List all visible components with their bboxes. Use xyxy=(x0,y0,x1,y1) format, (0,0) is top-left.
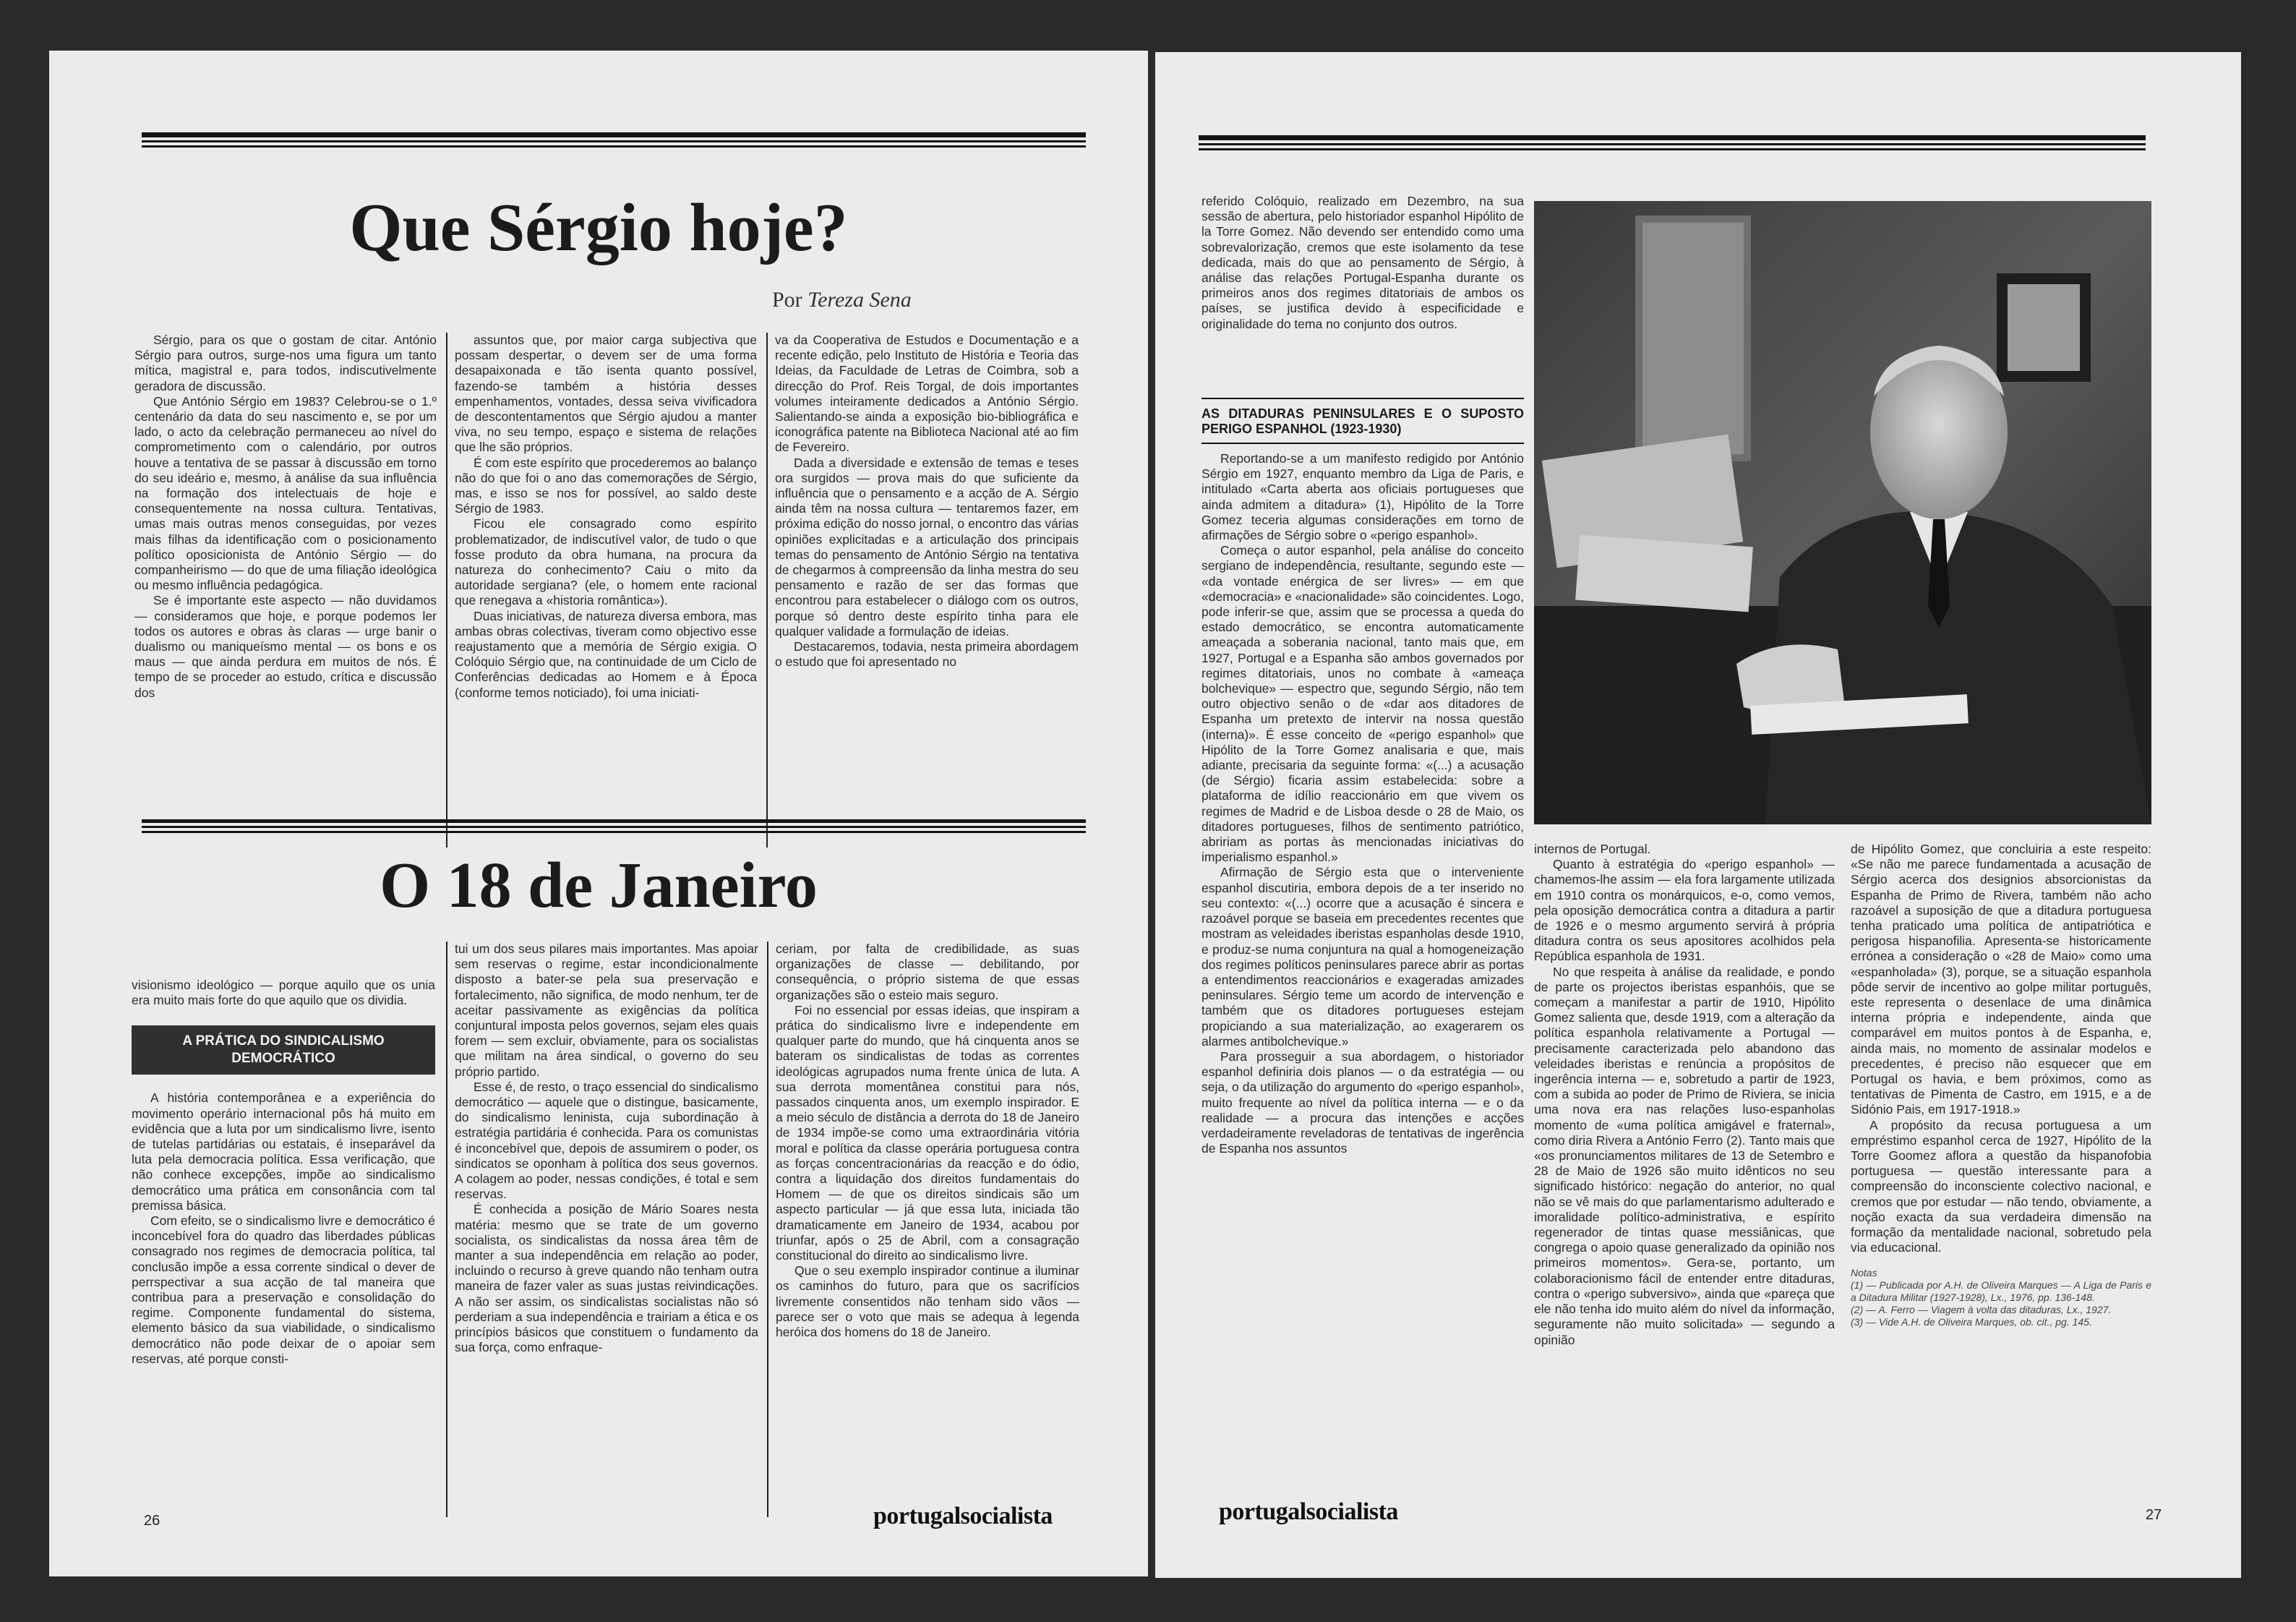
byline xyxy=(772,288,912,312)
paragraph: Sérgio, para os que o gostam de citar. António Sérgio para outros, surge-nos uma figura um tanto mítica, magistral e, para todos, indiscutivelmente geradora de discussão. xyxy=(134,333,437,393)
article1-col2 xyxy=(455,333,757,848)
publication-logo: portugalsocialista xyxy=(873,1503,1053,1529)
paragraph: Foi no essencial por essas ideias, que inspiram a prática do sindicalismo livre e independente em qualquer parte do mundo, que há cinquenta anos se bateram os sindicalistas de todas as correntes ideológicas agrupados numa frente única de luta. A sua derrota momentânea constitui para nós, passados cinquenta anos, um exemplo inspirador. E a meio século de distância a derrota do 18 de Janeiro de 1934 impõe-se como uma extraordinária vitória moral e política da classe operária portuguesa contra as forças concentracionárias da reacção e do ódio, contra a liquidação dos direitos fundamentais do Homem — de que os direitos sindicais são um aspecto particular — já que essa luta, iniciada tão dramaticamente em Janeiro de 1934, acabou por triunfar, após o 25 de Abril, com a consagração constitucional do direito ao sindicalismo livre. xyxy=(776,1002,1079,1263)
footnote: (3) — Vide A.H. de Oliveira Marques, ob. cit., pg. 145. xyxy=(1851,1316,2092,1328)
paragraph: referido Colóquio, realizado em Dezembro, na sua sessão de abertura, pelo historiador espanhol Hipólito de la Torre Gomez. Não devendo ser entendido como uma sobrevalorização, cremos que este isolamento da tese dedicada, mais do que ao pensamento de Sérgio, à análise das relações Portugal-Espanha durante os primeiros anos dos regimes ditatoriais de ambos os países, se justifica devido à especificidade e originalidade do tema no conjunto dos outros. xyxy=(1201,194,1524,331)
article2-title: O 18 de Janeiro xyxy=(380,850,818,921)
paragraph: visionismo ideológico — porque aquilo que os unia era muito mais forte do que aquilo que os dividia. xyxy=(132,978,435,1008)
paragraph: Que António Sérgio em 1983? Celebrou-se o 1.º centenário da data do seu nascimento e, se por um lado, o acto da celebração permaneceu ao nível do comprometimento com o calendário, por outros houve a tentativa de se passar à discussão em torno do seu ideário e, mesmo, à análise da sua influência na formação dos intelectuais de hoje e consequentemente na nossa cultura. Tentativas, umas mais outras menos conseguidas, por vezes mais filhas da identificação com o posicionamento político oposicionista de António Sérgio — do companheirismo — do que de uma filiação ideológica ou mesmo influência pedagógica. xyxy=(134,393,437,593)
paragraph: Que o seu exemplo inspirador continue a iluminar os caminhos do futuro, para que os sacrifícios livremente consentidos não tenham sido vãos — parece ser o voto que mais se adequa à legenda heróica dos homens do 18 de Janeiro. xyxy=(776,1263,1079,1340)
paragraph: Destacaremos, todavia, nesta primeira abordagem o estudo que foi apresentado no xyxy=(775,639,1079,670)
column-divider xyxy=(767,942,768,1517)
right-col3 xyxy=(1851,842,2151,1535)
page-number: 27 xyxy=(2146,1507,2162,1523)
footnote: (1) — Publicada por A.H. de Oliveira Marques — A Liga de Paris e a Ditadura Militar (1927-1928), Lx., 1976, pp. 136-148. xyxy=(1851,1279,2151,1304)
section-rule-thin-2 xyxy=(142,831,1086,833)
paragraph: A história contemporânea e a experiência do movimento operário internacional pôs há muito em evidência que a luta por um sindicalismo livre, isento de tutelas partidárias ou estatais, é inseparável da luta pela democracia política. Essa verificação, que não conhece excepções, impõe ao sindicalismo democrático uma prática em consonância com tal premissa básica. xyxy=(132,1090,435,1213)
paragraph: Duas iniciativas, de natureza diversa embora, mas ambas obras colectivas, tiveram como objectivo esse reajustamento que a memória de Sérgio exigia. O Colóquio Sérgio que, na continuidade de um Ciclo de Conferências dedicadas ao Homem e à Época (conforme temos noticiado), foi uma iniciati- xyxy=(455,608,757,700)
paragraph: Com efeito, se o sindicalismo livre e democrático é inconcebível fora do quadro das liberdades públicas consagrado nos regimes de democracia política, tal conclusão impõe a essa corrente sindical o dever de perrspectivar a sua acção de tal maneira que contribua para a preservação e consolidação do regime. Componente fundamental do sistema, elemento básico da sua viabilidade, o sindicalismo democrático não pode deixar de o apoiar sem reservas, até porque consti- xyxy=(132,1213,435,1366)
right-col1 xyxy=(1201,406,1524,1535)
top-rule-thin-2 xyxy=(142,145,1086,148)
paragraph: Começa o autor espanhol, pela análise do conceito sergiano de independência, resultante, segundo este — «da vontade enérgica de ser livres» — em que «democracia» e «nacionalidade» são coincidentes. Logo, pode inferir-se que, assim que se processa a queda do estado democrático, se encontra automaticamente ameaçada a soberania nacional, tanto mais que, em 1927, Portugal e a Espanha são ambos governados por regimes ditatoriais, unos no combate à «ameaça bolchevique» — espectro que, segundo Sérgio, não tem outro objectivo senão o de «dar aos ditadores de Espanha um pretexto de intervir na nossa questão (interna)». É esse conceito de «perigo espanhol» que Hipólito de la Torre Gomez analisaria e que, mais adiante, precisaria da seguinte forma: «(...) a acusação (de Sérgio) ficaria assim estabelecida: sobre a plataforma de idílio reaccionário em que vivem os regimes de Madrid e de Lisboa desde o 28 de Maio, os ditadores portugueses, filhos de sentimento patriótico, abririam as portas às mencionadas iniciativas do imperialismo espanhol.» xyxy=(1201,543,1524,865)
section-subheading: AS DITADURAS PENINSULARES E O SUPOSTO PERIGO ESPANHOL (1923-1930) xyxy=(1201,406,1524,436)
column-divider xyxy=(446,942,447,1517)
paragraph: No que respeita à análise da realidade, e pondo de parte os projectos iberistas espanhóis, que se começam a manifestar a partir de 1910, Hipólito Gomez salienta que, desde 1919, com a alteração da política espanhola relativamente a Portugal — precisamente caracterizada pelo abandono das veleidades iberistas e renúncia a propósitos de ingerência interna — e, sobretudo a partir de 1923, com a subida ao poder de Primo de Riviera, se inicia uma nova era nas relações luso-espanholas momento de «uma política amigável e fraternal», como diria Rivera a António Ferro (2). Tanto mais que «os pronunciamentos militares de 13 de Setembro e 28 de Maio de 1926 são muito idênticos no seu significado histórico: negação do anterior, no qual não se vê mais do que parlamentarismo adulterado e imoralidade político-administrativa, e espírito regenerador de tintas quase messiânicas, que congrega o apoio quase generalizado da opinião nos primeiros momentos». Gera-se, portanto, um colaboracionismo fácil de entender entre ditaduras, contra o «perigo subversivo», ainda que «pareça que ele não tenha ido muito além do nível da informação, seguramente não muito solicitada» — segundo a opinião xyxy=(1534,964,1835,1347)
footnotes xyxy=(1851,1267,2151,1328)
right-page xyxy=(1155,52,2241,1578)
paragraph: É com este espírito que procederemos ao balanço não do que foi o ano das comemorações de Sérgio, mas, e isso se nos for possível, ao saldo deste Sérgio de 1983. xyxy=(455,455,757,516)
paragraph: internos de Portugal. xyxy=(1534,842,1651,856)
section-rule xyxy=(142,819,1086,823)
article2-col3 xyxy=(776,942,1079,1517)
paragraph: ceriam, por falta de credibilidade, as suas organizações de classe — debilitando, por consequência, o próprio sistema de que essas organizações são o esteio mais seguro. xyxy=(776,942,1079,1002)
portrait-photo xyxy=(1534,201,2151,824)
paragraph: assuntos que, por maior carga subjectiva que possam despertar, o devem ser de uma forma desapaixonada e tão isenta quanto possível, fazendo-se também a história desses empenhamentos, vontades, dessa seiva vivificadora de descontentamentos que Sérgio ajudou a manter viva, no seu tempo, espaço e sistema de relações que lhe são próprios. xyxy=(455,333,757,455)
subhead-rule-bottom xyxy=(1201,443,1524,444)
paragraph: A propósito da recusa portuguesa a um empréstimo espanhol cerca de 1927, Hipólito de la Torre Goomez aflora a questão da hispanofobia portuguesa — questão interessante para a compreensão do inconsciente colectivo nacional, e cremos que por estudar — não tendo, obviamente, a noção exacta da sua verdadeira dimensão na formação da mentalidade nacional, sobretudo pela via educacional. xyxy=(1851,1117,2151,1255)
column-divider xyxy=(766,333,768,848)
paragraph: Esse é, de resto, o traço essencial do sindicalismo democrático — aquele que o distingue, basicamente, do sindicalismo leninista, cuja subordinação à estratégia partidária é conhecida. Para os comunistas é inconcebível que, depois de assumirem o poder, os sindicatos se oponham à política dos seus governos. A colagem ao poder, nessas condições, é total e sem reservas. xyxy=(455,1079,758,1202)
section-box-heading: A PRÁTICA DO SINDICALISMO DEMOCRÁTICO xyxy=(132,1025,435,1075)
byline-author: Tereza Sena xyxy=(808,288,912,312)
left-page xyxy=(49,51,1148,1576)
paragraph: de Hipólito Gomez, que concluiria a este respeito: «Se não me parece fundamentada a acusação de Sérgio acerca dos designios absorcionistas da Espanha de Primo de Rivera, também não acho razoável a suposição de que a ditadura portuguesa tenha praticado uma política de antipatriótica e perigosa hispanofilia. Apresenta-se historicamente errónea a consideração o «28 de Maio» como uma «espanholada» (3), porque, se a situação espanhola pôde servir de incentivo ao golpe militar português, este representa o desenlace de uma dinâmica interna própria e independente, ainda que comparável em muitos pontos à de Espanha, e, ainda mais, no momento de assinalar modelos e precedentes, é preciso não esquecer que em Portugal os havia, e bem próximos, como as tentativas de Pimenta de Castro, em 1915, e a de Sidónio Pais, em 1917-1918.» xyxy=(1851,842,2151,1117)
paragraph: Quanto à estratégia do «perigo espanhol» — chamemos-lhe assim — ela fora largamente utilizada em 1910 contra os monárquicos, e-o, como vemos, pela oposição democrática contra a ditadura a partir de 1926 e o mesmo argumento servirá à própria ditadura contra os seus apositores acolhidos pela República espanhola de 1931. xyxy=(1534,857,1835,964)
subhead-rule xyxy=(1201,398,1524,399)
paragraph: Se é importante este aspecto — não duvidamos — consideramos que hoje, e porque podemos ler todos os autores e obras às claras — urge banir o dualismo ou maniqueísmo mental — os bons e os maus — que ainda perdura em muitos de nós. É tempo de se proceder ao estudo, crítica e discussão dos xyxy=(134,593,437,700)
top-rule xyxy=(142,132,1086,137)
article2-col2 xyxy=(455,942,758,1517)
page-number: 26 xyxy=(144,1513,160,1529)
paragraph: Afirmação de Sérgio esta que o interveniente espanhol discutiria, embora depois de a ter inserido no seu contexto: «(...) ocorre que a acusação é sincera e razoável porque se baseia em precedentes recentes que mostram as veleidades iberistas espanholas desde 1910, e produz-se numa conjuntura na qual a homogeneização dos regimes políticos peninsulares parece abrir as portas a entendimentos reaccionários e exageradas amizades peninsulares. Sérgio teme um acordo de intervenção e também que os ditadores portugueses estejam propiciando a sua materialização, ao exagerarem os alarmes antibolchevique.» xyxy=(1201,865,1524,1049)
paragraph: Para prosseguir a sua abordagem, o historiador espanhol definiria dois planos — o da estratégia — ou seja, o da utilização do argumento do «perigo espanhol», muito frequente ao nível da política interna — e o da realidade — a procura das intenções e acções verdadeiramente reveladoras de tentativas de ingerência de Espanha nos assuntos xyxy=(1201,1049,1524,1156)
top-rule-thin-2 xyxy=(1199,148,2146,150)
top-rule-thin xyxy=(142,140,1086,142)
byline-prefix: Por xyxy=(772,288,802,312)
article2-col1 xyxy=(132,978,435,1517)
paragraph: Ficou ele consagrado como espírito problematizador, de indiscutível valor, de tudo o que fosse produto da obra humana, na procura da natureza do conhecimento? Caiu o mito da autoridade sergiana? (ele, o homem ente racional que renegava a «historia romântica»). xyxy=(455,516,757,608)
article1-col3 xyxy=(775,333,1079,848)
article-title: Que Sérgio hoje? xyxy=(349,190,848,265)
right-col2 xyxy=(1534,842,1835,1535)
top-rule-thin xyxy=(1199,143,2146,145)
paragraph: É conhecida a posição de Mário Soares nesta matéria: mesmo que se trate de um governo socialista, os sindicalistas da nossa área têm de manter a sua independência em relação ao poder, incluindo o recurso à greve quando não tenham outra maneira de fazer valer as suas justas reivindicações. A não ser assim, os sindicalistas socialistas não só perderiam a sua independência e trairiam a ética e os princípios básicos que constituem o fundamento da sua força, como enfraque- xyxy=(455,1202,758,1355)
column-divider xyxy=(446,333,447,848)
top-rule xyxy=(1199,135,2146,140)
paragraph: Reportando-se a um manifesto redigido por António Sérgio em 1927, enquanto membro da Liga de Paris, e intitulado «Carta aberta aos oficiais portugueses que ainda admitem a ditadura» (1), Hipólito de la Torre Gomez teceria algumas considerações em torno de afirmações de Sérgio sobre o «perigo espanhol». xyxy=(1201,451,1524,543)
paragraph: Dada a diversidade e extensão de temas e teses ora surgidos — prova mais do que suficiente da influência que o pensamento e a acção de A. Sérgio ainda têm na nossa cultura — tentaremos fazer, em próxima edição do nosso jornal, o encontro das várias opiniões explicitadas e a articulação dos principais temas do pensamento de António Sérgio na tentativa de chegarmos à compreensão da linha mestra do seu pensamento e razão de ser das formas que encontrou para estabelecer o diálogo com os outros, porque só dentro deste espírito tinha para ele qualquer validade a formulação de ideias. xyxy=(775,455,1079,639)
notes-title: Notas xyxy=(1851,1267,1877,1279)
section-rule-thin xyxy=(142,826,1086,828)
paragraph: va da Cooperativa de Estudos e Documentação e a recente edição, pelo Instituto de História e Teoria das Ideias, da Faculdade de Letras de Coimbra, sob a direcção do Prof. Reis Torgal, de dois importantes volumes inteiramente dedicados a António Sérgio. Salientando-se ainda a exposição bio-bibliográfica e iconográfica patente na Biblioteca Nacional até ao fim de Fevereiro. xyxy=(775,333,1079,455)
paragraph: tui um dos seus pilares mais importantes. Mas apoiar sem reservas o regime, estar incondicionalmente disposto a bater-se pela sua preservação e fortalecimento, não significa, de modo nenhum, ter de aceitar passivamente as exigências da política conjuntural imposta pelos governos, sejam eles quais forem — sem excluir, obviamente, para os socialistas que militam na área sindical, o governo do seu próprio partido. xyxy=(455,942,758,1079)
article1-col1 xyxy=(134,333,437,848)
footnote: (2) — A. Ferro — Viagem à volta das ditaduras, Lx., 1927. xyxy=(1851,1304,2112,1316)
publication-logo: portugalsocialista xyxy=(1219,1498,1398,1525)
